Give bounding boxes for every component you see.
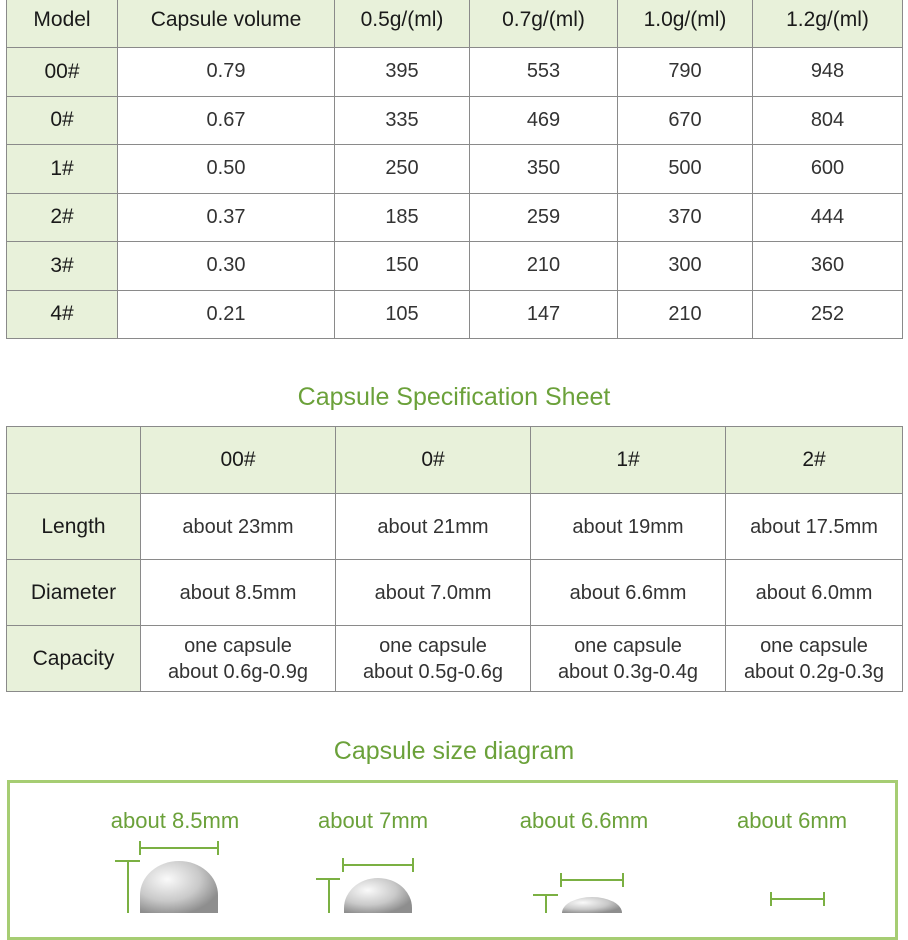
- capacity-line: about 0.3g-0.4g: [557, 660, 699, 683]
- table-cell: [726, 626, 903, 692]
- spec-sheet-title: Capsule Specification Sheet: [297, 383, 611, 411]
- row-header: Diameter: [7, 560, 141, 626]
- table-cell: 300: [618, 242, 753, 291]
- model-cell: 1#: [7, 145, 118, 194]
- row-header: Length: [7, 494, 141, 560]
- table-header-row: [7, 0, 903, 48]
- table-cell: 250: [335, 145, 470, 194]
- col-header: 2#: [726, 427, 903, 494]
- table-cell: 804: [753, 96, 903, 145]
- capacity-line: about 0.5g-0.6g: [362, 660, 504, 683]
- table-cell: about 19mm: [531, 494, 726, 560]
- table-cell: 210: [470, 242, 618, 291]
- capsule-drawings: [10, 783, 895, 937]
- table-cell: 252: [753, 290, 903, 339]
- col-header: [7, 427, 141, 494]
- table-cell: 670: [618, 96, 753, 145]
- table-row: [7, 560, 903, 626]
- model-cell: 3#: [7, 242, 118, 291]
- table-cell: 444: [753, 193, 903, 242]
- capacity-line: one capsule: [184, 634, 292, 657]
- table-row: [7, 145, 903, 194]
- table-cell: [531, 626, 726, 692]
- table-cell: 948: [753, 48, 903, 97]
- table-header-row: [7, 427, 903, 494]
- col-header: 1.0g/(ml): [618, 0, 753, 48]
- size-label: about 7mm: [317, 808, 429, 833]
- col-header: 0#: [336, 427, 531, 494]
- table-cell: about 17.5mm: [726, 494, 903, 560]
- table-cell: 469: [470, 96, 618, 145]
- table-cell: 0.67: [118, 96, 335, 145]
- col-header: Model: [7, 0, 118, 48]
- model-cell: 4#: [7, 290, 118, 339]
- size-label: about 6.6mm: [519, 808, 649, 833]
- table-cell: 370: [618, 193, 753, 242]
- table-cell: 147: [470, 290, 618, 339]
- table-cell: 395: [335, 48, 470, 97]
- table-cell: about 6.0mm: [726, 560, 903, 626]
- size-label: about 6mm: [736, 808, 848, 833]
- size-label: about 8.5mm: [110, 808, 240, 833]
- table-cell: 0.37: [118, 193, 335, 242]
- table-cell: 600: [753, 145, 903, 194]
- table-cell: about 21mm: [336, 494, 531, 560]
- capsule-spec-table: [6, 426, 903, 692]
- capsule-size-diagram: [7, 780, 898, 940]
- table-cell: 0.30: [118, 242, 335, 291]
- capacity-line: one capsule: [760, 634, 868, 657]
- diagram-title: Capsule size diagram: [333, 737, 575, 765]
- table-cell: 0.21: [118, 290, 335, 339]
- table-row: [7, 626, 903, 692]
- model-cell: 2#: [7, 193, 118, 242]
- capacity-line: one capsule: [379, 634, 487, 657]
- table-cell: 259: [470, 193, 618, 242]
- table-cell: 350: [470, 145, 618, 194]
- capsule-volume-table: [6, 0, 903, 339]
- table-row: [7, 48, 903, 97]
- col-header: 1#: [531, 427, 726, 494]
- table-cell: 360: [753, 242, 903, 291]
- table-cell: about 6.6mm: [531, 560, 726, 626]
- table-row: [7, 494, 903, 560]
- table-cell: 185: [335, 193, 470, 242]
- capacity-line: about 0.2g-0.3g: [743, 660, 885, 683]
- table-row: [7, 290, 903, 339]
- capsule-shapes: [140, 861, 622, 913]
- table-cell: 335: [335, 96, 470, 145]
- table-cell: about 23mm: [141, 494, 336, 560]
- col-header: 1.2g/(ml): [753, 0, 903, 48]
- table-row: [7, 242, 903, 291]
- table-cell: 105: [335, 290, 470, 339]
- capacity-line: one capsule: [574, 634, 682, 657]
- capacity-line: about 0.6g-0.9g: [167, 660, 309, 683]
- table-cell: 500: [618, 145, 753, 194]
- table-cell: [141, 626, 336, 692]
- table-cell: 0.79: [118, 48, 335, 97]
- table-cell: 150: [335, 242, 470, 291]
- table-row: [7, 96, 903, 145]
- row-header: Capacity: [7, 626, 141, 692]
- col-header: 0.7g/(ml): [470, 0, 618, 48]
- dimension-markers: [115, 841, 824, 913]
- table-cell: 210: [618, 290, 753, 339]
- table-cell: about 8.5mm: [141, 560, 336, 626]
- model-cell: 0#: [7, 96, 118, 145]
- table-cell: [336, 626, 531, 692]
- model-cell: 00#: [7, 48, 118, 97]
- col-header: Capsule volume: [118, 0, 335, 48]
- table-cell: 553: [470, 48, 618, 97]
- col-header: 0.5g/(ml): [335, 0, 470, 48]
- table-cell: 790: [618, 48, 753, 97]
- table-cell: about 7.0mm: [336, 560, 531, 626]
- col-header: 00#: [141, 427, 336, 494]
- table-cell: 0.50: [118, 145, 335, 194]
- table-row: [7, 193, 903, 242]
